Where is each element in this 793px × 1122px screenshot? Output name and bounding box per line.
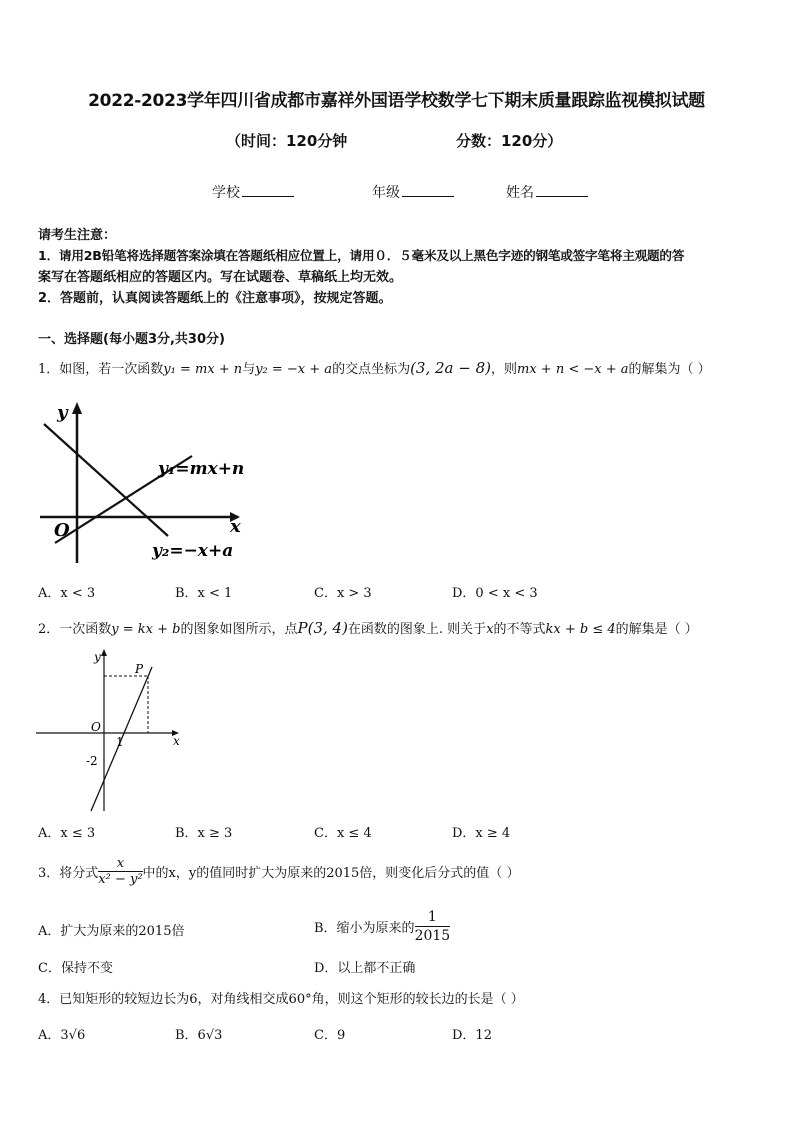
q4-option-d: D．12 xyxy=(452,1028,492,1043)
school-label: 学校 xyxy=(212,185,240,201)
q3-suffix: 中的x，y的值同时扩大为原来的2015倍，则变化后分式的值（ ） xyxy=(142,866,520,881)
q1-option-b-text: B．x < 1 xyxy=(175,586,233,601)
question-3 xyxy=(38,856,519,887)
q1-mid3: ，则 xyxy=(491,362,518,377)
exam-score: 分数：120分） xyxy=(456,132,563,150)
page-title: 2022-2023学年四川省成都市嘉祥外国语学校数学七下期末质量跟踪监视模拟试题 xyxy=(88,91,705,111)
question-4: 4．已知矩形的较短边长为6，对角线相交成60°角，则这个矩形的较长边的长是（ ） xyxy=(38,992,524,1007)
q1-inequality: mx + n < −x + a xyxy=(517,362,629,377)
q1-option-d xyxy=(452,582,538,601)
q1-func1: y₁ = mx + n xyxy=(163,362,243,377)
name-label: 姓名 xyxy=(506,185,534,201)
q1-prefix: 1．如图，若一次函数 xyxy=(38,362,164,377)
q2-option-b-text: B．x ≥ 3 xyxy=(175,826,233,841)
q3-option-b xyxy=(314,908,450,945)
q2-y-label: y xyxy=(94,650,101,664)
q1-y2-label: y₂=−x+a xyxy=(152,541,234,561)
notice-line-1: 1．请用2B铅笔将选择题答案涂填在答题纸相应位置上，请用０．５毫米及以上黑色字迹的钢笔或签字笔将主观题的答 xyxy=(38,248,685,263)
q2-func: y = kx + b xyxy=(111,622,181,637)
q1-func2: y₂ = −x + a xyxy=(255,362,333,377)
q3-denominator: x² − y² xyxy=(98,872,143,887)
q1-y1-label: y₁=mx+n xyxy=(158,459,245,479)
notice-heading: 请考生注意： xyxy=(38,228,117,243)
q2-suffix: 的解集是（ ） xyxy=(615,622,698,637)
question-1 xyxy=(38,358,711,377)
q1-origin-label: O xyxy=(54,520,70,541)
q2-option-c-text: C．x ≤ 4 xyxy=(314,826,372,841)
q3-option-b-text: B．缩小为原来的 xyxy=(314,921,415,936)
q1-option-c xyxy=(314,582,372,601)
q1-option-d-text: D．0 < x < 3 xyxy=(452,586,538,601)
school-field xyxy=(212,182,294,202)
q1-y-arrow xyxy=(72,402,82,414)
q2-prefix: 2．一次函数 xyxy=(38,622,112,637)
q2-option-b xyxy=(175,822,232,841)
q2-var: x xyxy=(486,622,494,637)
grade-field xyxy=(372,182,454,202)
q2-x-label: x xyxy=(173,734,180,748)
section-heading: 一、选择题(每小题3分,共30分) xyxy=(38,332,225,347)
q1-x-label: x xyxy=(230,516,241,537)
q3-prefix: 3．将分式 xyxy=(38,866,99,881)
grade-label: 年级 xyxy=(372,185,400,201)
q4-option-b: B．6√3 xyxy=(175,1028,223,1043)
q2-mid1: 的图象如图所示，点 xyxy=(180,622,298,637)
q1-point: (3, 2a − 8) xyxy=(410,359,491,377)
q2-point: P(3, 4) xyxy=(297,619,348,637)
q2-y-arrow xyxy=(101,649,107,656)
q3-option-b-denominator: 2015 xyxy=(414,928,451,944)
q1-mid2: 的交点坐标为 xyxy=(332,362,411,377)
q2-option-c xyxy=(314,822,372,841)
q3-option-b-fraction xyxy=(415,908,451,945)
q1-mid1: 与 xyxy=(242,362,256,377)
q2-neg2-label: -2 xyxy=(86,754,98,768)
q2-option-a xyxy=(38,822,95,841)
q3-option-b-numerator: 1 xyxy=(415,908,451,927)
q4-option-c: C．9 xyxy=(314,1028,346,1043)
q1-option-a-text: A．x < 3 xyxy=(38,586,96,601)
q2-origin-label: O xyxy=(91,720,101,734)
q1-graph xyxy=(40,398,260,568)
q4-option-a: A．3√6 xyxy=(38,1028,86,1043)
q3-numerator: x xyxy=(98,856,142,872)
q2-inequality: kx + b ≤ 4 xyxy=(545,622,616,637)
q2-option-a-text: A．x ≤ 3 xyxy=(38,826,96,841)
q2-one-label: 1 xyxy=(116,735,124,749)
grade-blank xyxy=(402,184,454,197)
school-blank xyxy=(242,184,294,197)
q3-option-a: A．扩大为原来的2015倍 xyxy=(38,924,185,939)
exam-time: （时间：120分钟 xyxy=(226,132,348,150)
q1-y-label: y xyxy=(57,402,68,423)
q1-suffix: 的解集为（ ） xyxy=(628,362,711,377)
q2-mid2: 在函数的图象上. 则关于 xyxy=(347,622,487,637)
q2-p-label: P xyxy=(135,662,144,676)
name-blank xyxy=(536,184,588,197)
q3-option-c: C．保持不变 xyxy=(38,961,113,976)
q3-option-d: D．以上都不正确 xyxy=(314,961,416,976)
name-field xyxy=(506,182,588,202)
q2-option-d-text: D．x ≥ 4 xyxy=(452,826,511,841)
q1-option-b xyxy=(175,582,232,601)
q1-option-c-text: C．x > 3 xyxy=(314,586,372,601)
notice-line-3: 2．答题前，认真阅读答题纸上的《注意事项》，按规定答题。 xyxy=(38,291,392,306)
q1-option-a xyxy=(38,582,95,601)
q2-mid3: 的不等式 xyxy=(493,622,546,637)
q2-graph xyxy=(36,645,196,815)
q2-option-d xyxy=(452,822,510,841)
q3-fraction xyxy=(98,856,142,887)
notice-line-2: 案写在答题纸相应的答题区内。写在试题卷、草稿纸上均无效。 xyxy=(38,270,403,285)
question-2 xyxy=(38,618,698,637)
